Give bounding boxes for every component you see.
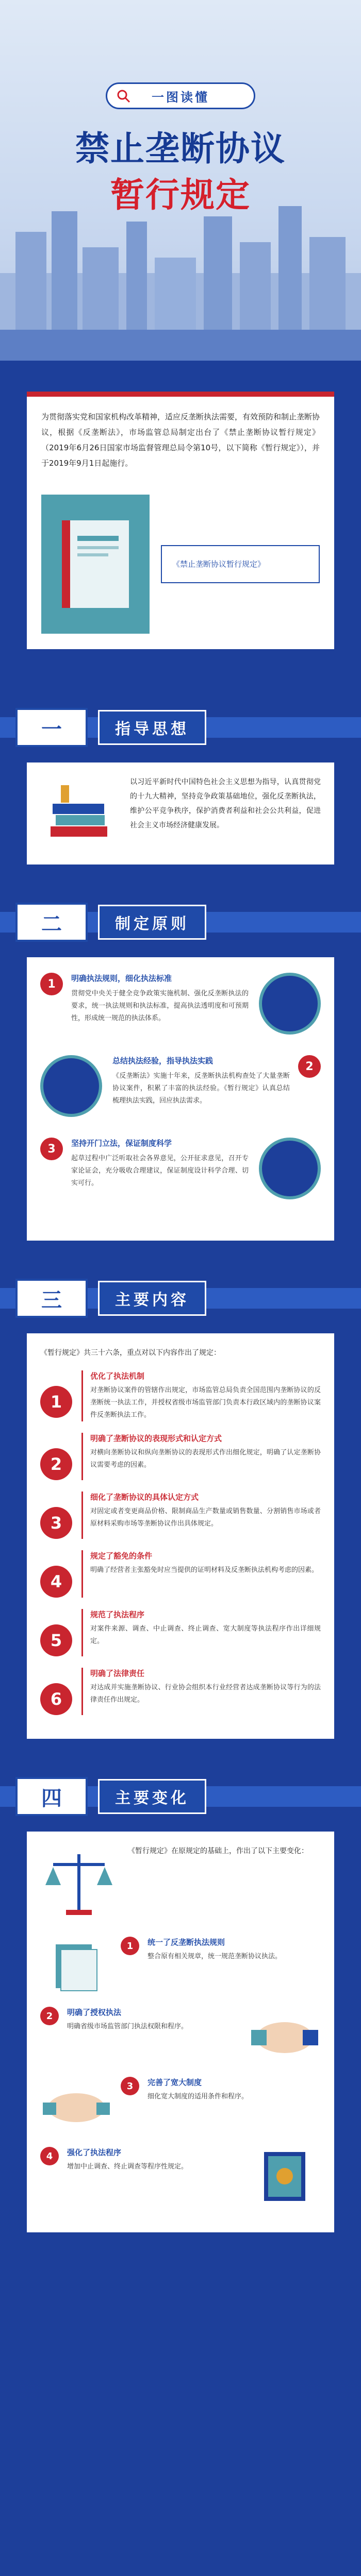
change-text: 整合原有相关规章，统一规范垄断协议执法。 [147, 1953, 282, 1960]
magnifier-icon [117, 89, 131, 104]
section-header-1 [0, 701, 361, 752]
section-title-1: 指导思想 [98, 710, 206, 745]
content-item [40, 1609, 321, 1656]
hero-banner [0, 0, 361, 361]
content-intro: 《暂行规定》共三十六条，重点对以下内容作出了规定： [40, 1349, 221, 1357]
change-number: 2 [40, 2007, 59, 2025]
change-text: 增加中止调查、终止调查等程序性规定。 [67, 2163, 188, 2171]
principle-title: 明确执法规则，细化执法标准 [71, 974, 172, 983]
books-icon [40, 775, 118, 852]
change-title: 完善了宽大制度 [147, 2078, 202, 2087]
change-item [40, 1937, 321, 1993]
intro-illustration [41, 495, 320, 634]
change-item [40, 2007, 321, 2063]
content-item-title: 细化了垄断协议的具体认定方式 [90, 1493, 199, 1502]
content-item [40, 1433, 321, 1480]
content-item-number: 3 [40, 1507, 72, 1539]
regulation-book-icon [41, 495, 150, 634]
section-header-3 [0, 1272, 361, 1323]
principle-illustration [40, 1055, 102, 1117]
content-item-number: 4 [40, 1566, 72, 1598]
content-item-text: 对横向垄断协议和纵向垄断协议的表现形式作出细化规定，明确了认定垄断协议需要考虑的因素。 [90, 1449, 321, 1469]
content-section [0, 1328, 361, 1754]
change-number: 1 [121, 1937, 139, 1955]
content-item-text: 明确了经营者主张豁免时应当提供的证明材料及反垄断执法机构考虑的因素。 [90, 1566, 319, 1574]
principle-text: 《反垄断法》实施十年来，反垄断执法机构查处了大量垄断协议案件，积累了丰富的执法经验。《暂行规定》认真总结梳理执法实践，回应执法需求。 [112, 1072, 290, 1105]
content-item [40, 1668, 321, 1715]
principle-illustration [259, 1138, 321, 1199]
content-item [40, 1370, 321, 1421]
hands-icon [40, 2077, 112, 2133]
changes-intro: 《暂行规定》在原规定的基础上，作出了以下主要变化： [128, 1847, 308, 1855]
section-title-2: 制定原则 [98, 905, 206, 940]
section-title-4: 主要变化 [98, 1779, 206, 1814]
guide-section [0, 757, 361, 880]
content-item-text: 对达成并实施垄断协议、行业协会组织本行业经营者达成垄断协议等行为的法律责任作出规定。 [90, 1684, 321, 1704]
hero-badge-label: 一图读懂 [152, 90, 209, 105]
content-item-title: 优化了执法机制 [90, 1371, 145, 1381]
section-number-3: 三 [15, 1279, 88, 1318]
content-item [40, 1492, 321, 1539]
principles-section [0, 952, 361, 1256]
principles-card [27, 957, 334, 1241]
content-item [40, 1550, 321, 1598]
handshake-icon [249, 2007, 321, 2063]
guide-text: 以习近平新时代中国特色社会主义思想为指导，认真贯彻党的十九大精神，坚持竞争政策基础地位，强化反垄断执法，维护公平竞争秩序，保护消费者利益和社会公共利益，促进社会主义市场经济健康发展。 [130, 778, 321, 829]
change-text: 细化宽大制度的适用条件和程序。 [147, 2093, 249, 2100]
changes-section [0, 1826, 361, 2248]
intro-card [27, 392, 334, 649]
change-text: 明确省级市场监管部门执法权限和程序。 [67, 2023, 188, 2030]
section-header-4 [0, 1770, 361, 1821]
section-title-3: 主要内容 [98, 1281, 206, 1316]
intro-section [0, 361, 361, 685]
principle-text: 起草过程中广泛听取社会各界意见，公开征求意见，召开专家论证会，充分吸收合理建议，保证制度设计科学合理、切实可行。 [71, 1155, 249, 1187]
change-title: 明确了授权执法 [67, 2008, 122, 2017]
content-item-title: 明确了垄断协议的表现形式和认定方式 [90, 1434, 222, 1443]
change-title: 强化了执法程序 [67, 2148, 122, 2157]
balance-scale-icon [40, 1844, 118, 1921]
principle-number: 2 [298, 1055, 321, 1078]
intro-text: 为贯彻落实党和国家机构改革精神，适应反垄断执法需要，有效预防和制止垄断协议，根据《反垄断法》，市场监管总局制定出台了《禁止垄断协议暂行规定》（2019年6月26日国家市场监督管理总局令第10号，以下简称《暂行规定》），并于2019年9月1日起施行。 [41, 412, 320, 468]
section-header-2 [0, 895, 361, 947]
changes-intro-row [40, 1844, 321, 1921]
principle-number: 1 [40, 973, 63, 995]
principle-title: 坚持开门立法，保证制度科学 [71, 1139, 172, 1148]
document-stack-icon [40, 1937, 112, 1993]
content-item-number: 5 [40, 1624, 72, 1656]
changes-card [27, 1832, 334, 2232]
principle-illustration [259, 973, 321, 1035]
principle-number: 3 [40, 1138, 63, 1160]
hero-subtitle: 暂行规定 [110, 175, 251, 215]
content-item-title: 明确了法律责任 [90, 1669, 145, 1678]
regulation-name-box: 《禁止垄断协议暂行规定》 [161, 545, 320, 583]
content-item-title: 规范了执法程序 [90, 1610, 145, 1619]
footer-spacer [0, 2248, 361, 2289]
section-number-1: 一 [15, 708, 88, 747]
hero-badge [106, 82, 255, 109]
principle-item [40, 1138, 321, 1205]
section-number-4: 四 [15, 1777, 88, 1816]
content-item-text: 对固定或者变更商品价格、限制商品生产数量或销售数量、分割销售市场或者原材料采购市场等垄断协议作出具体规定。 [90, 1507, 321, 1528]
principle-text: 贯彻党中央关于健全竞争政策实施机制、强化反垄断执法的要求，统一执法规则和执法标准，提高执法透明度和可预期性，形成统一规范的执法体系。 [71, 990, 249, 1022]
principle-item [40, 973, 321, 1040]
content-item-number: 2 [40, 1448, 72, 1480]
section-number-2: 二 [15, 903, 88, 942]
law-book-icon [249, 2147, 321, 2204]
guide-card [27, 762, 334, 865]
content-item-number: 6 [40, 1683, 72, 1715]
content-card [27, 1333, 334, 1739]
content-item-title: 规定了豁免的条件 [90, 1551, 153, 1561]
principle-item [40, 1055, 321, 1122]
content-item-text: 对垄断协议案件的管辖作出规定，市场监管总局负责全国范围内垄断协议的反垄断统一执法工作，并授权省级市场监管部门负责本行政区域内的垄断协议案件反垄断执法工作。 [90, 1386, 321, 1419]
change-number: 4 [40, 2147, 59, 2165]
hero-title: 禁止垄断协议 [75, 129, 286, 168]
change-item [40, 2147, 321, 2204]
content-item-number: 1 [40, 1386, 72, 1418]
change-title: 统一了反垄断执法规则 [147, 1938, 225, 1947]
content-item-text: 对案件来源、调查、中止调查、终止调查、宽大制度等执法程序作出详细规定。 [90, 1625, 321, 1645]
principle-title: 总结执法经验，指导执法实践 [112, 1056, 214, 1065]
change-item [40, 2077, 321, 2133]
change-number: 3 [121, 2077, 139, 2095]
